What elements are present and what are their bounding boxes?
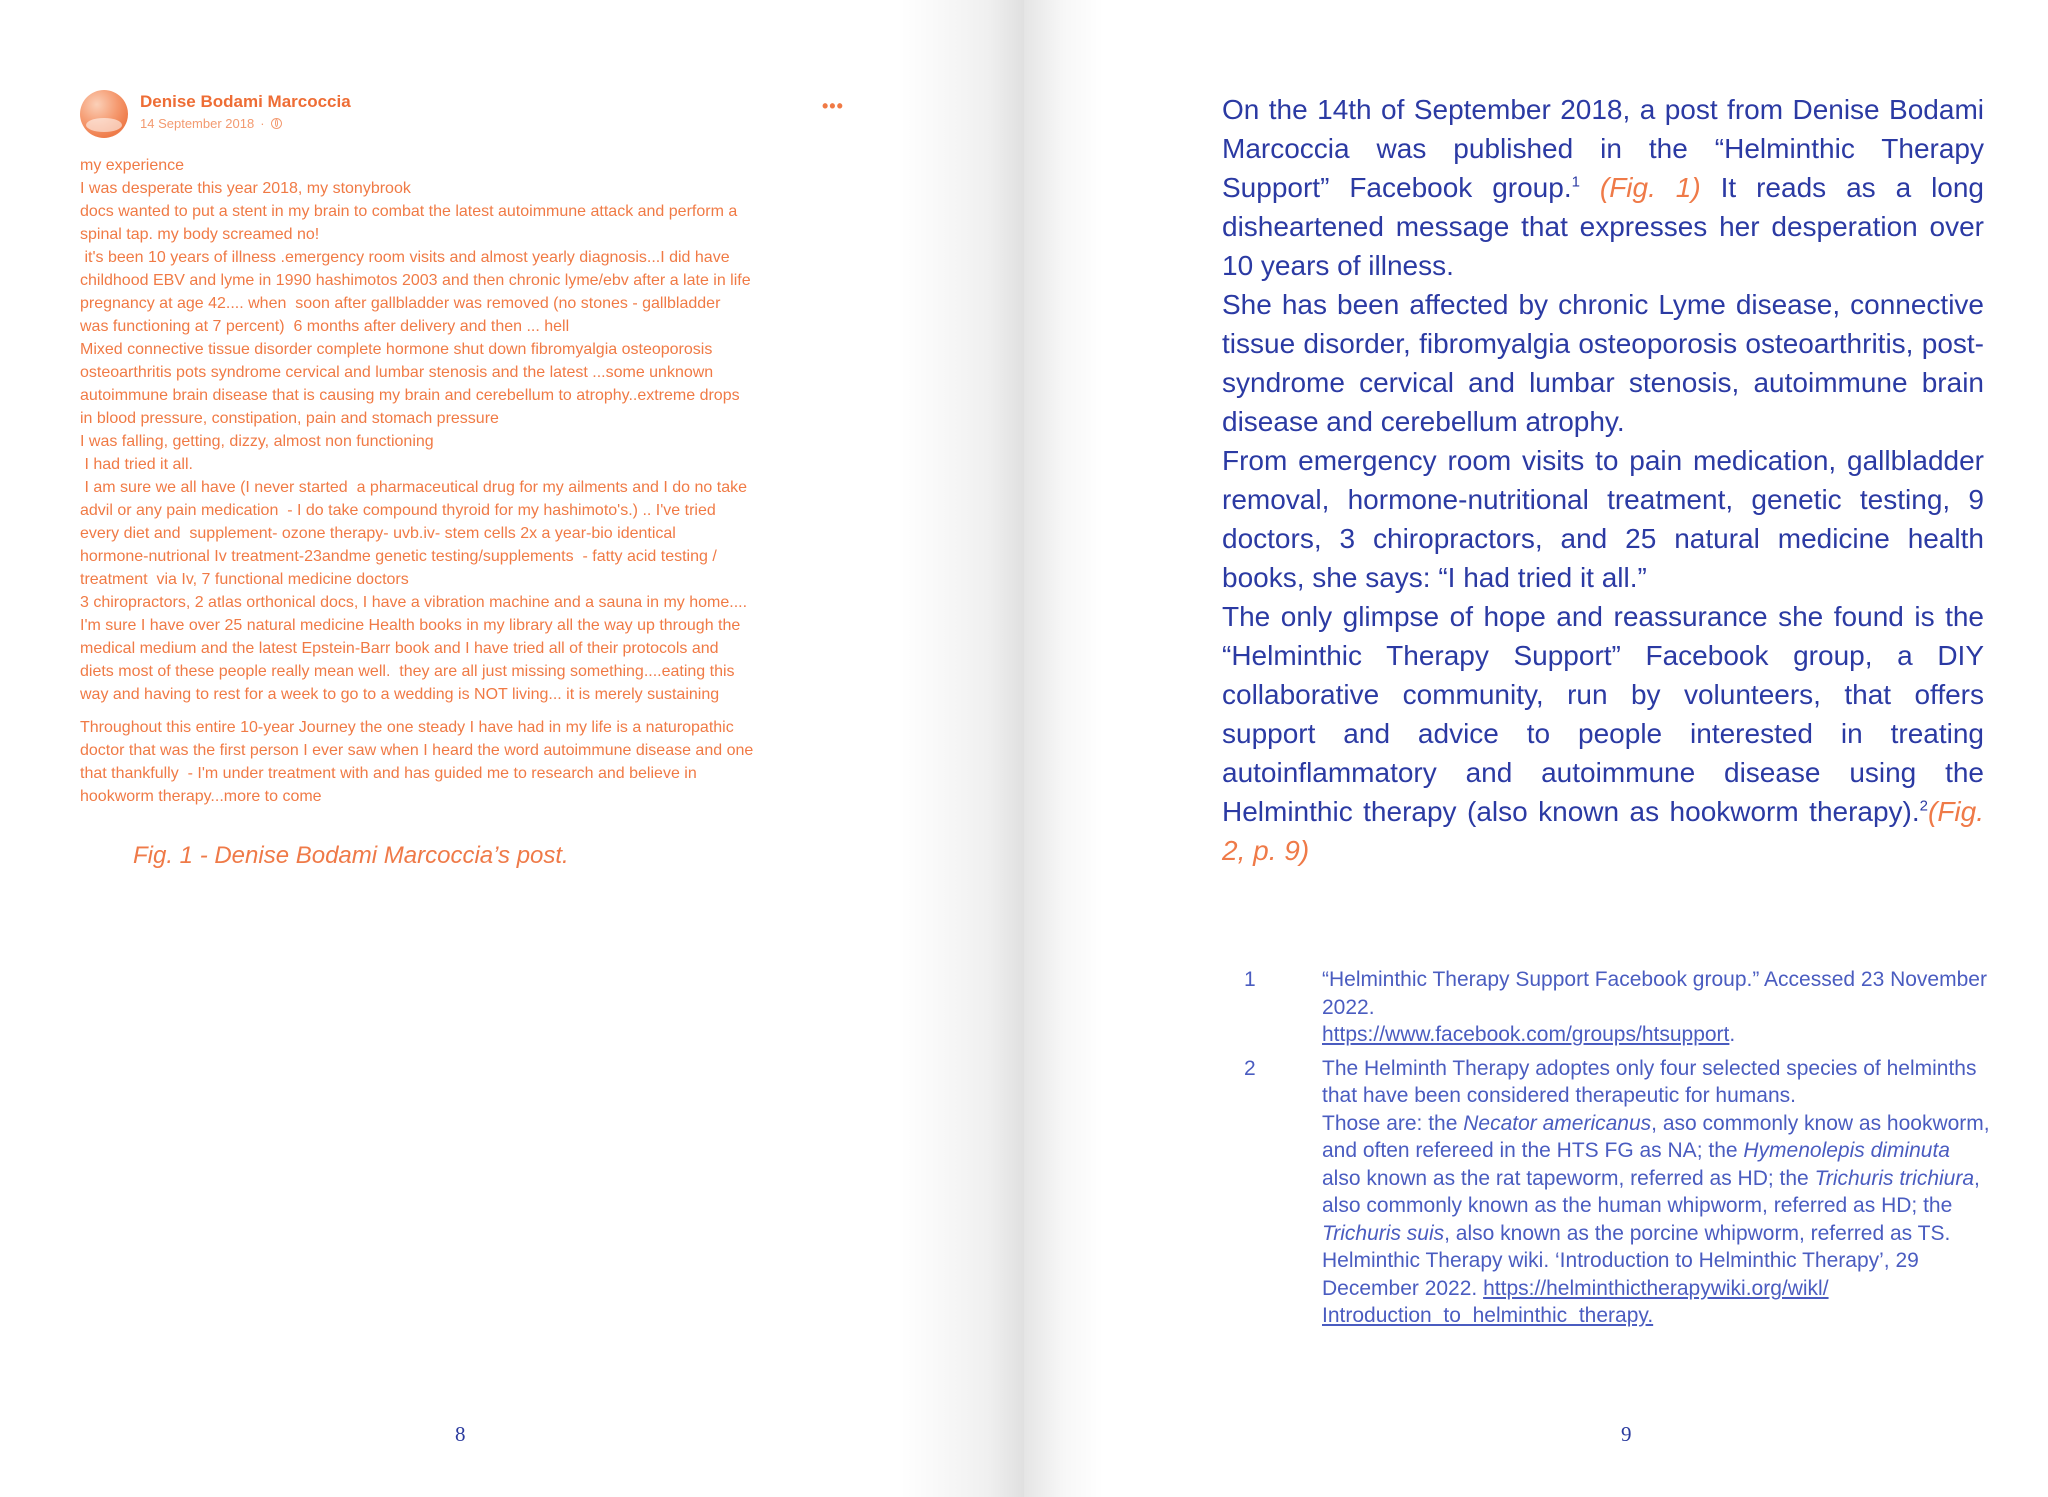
post-line: diets most of these people really mean well. they are all just missing something....eating this <box>80 663 735 680</box>
post-line: in blood pressure, constipation, pain and stomach pressure <box>80 410 499 427</box>
footnote-2 <box>1240 1055 1990 1330</box>
post-line: docs wanted to put a stent in my brain to combat the latest autoimmune attack and perform a <box>80 203 738 220</box>
gutter-shadow <box>900 0 1024 1497</box>
footnote-text: , also commonly known as the human whipworm, referred as HD; the <box>1322 1166 1980 1217</box>
post-paragraph-1 <box>80 154 870 706</box>
footnote-text: “Helminthic Therapy Support Facebook group.” Accessed 23 November 2022. <box>1322 968 1987 1019</box>
paragraph-3: From emergency room visits to pain medication, gallbladder removal, hormone-nutritional treatment, genetic testing, 9 doctors, 3 chiropractors, and 25 natural medicine health books, she says: “I had tried it all.” <box>1222 445 1984 593</box>
paragraph-4 <box>1222 597 1984 870</box>
post-body <box>80 154 870 808</box>
species-name: Trichuris suis <box>1322 1221 1445 1245</box>
paragraph-1-text: On the 14th of September 2018, a post from Denise Bodami Marcoccia was published in the “Helminthic Therapy Support” Facebook group. <box>1222 94 1984 203</box>
footnote-wiki <box>1322 1247 1990 1330</box>
post-date: 14 September 2018 <box>140 116 255 131</box>
footnote-link[interactable]: https://helminthictherapywiki.org/wikl/ Introduction_to_helminthic_therapy. <box>1322 1276 1829 1327</box>
post-line: I'm sure I have over 25 natural medicine Health books in my library all the way up through the <box>80 617 741 634</box>
footnote-punct: . <box>1729 1023 1736 1046</box>
post-paragraph-2 <box>80 716 870 808</box>
species-name: Trichuris trichiura <box>1814 1166 1975 1190</box>
post-line: was functioning at 7 percent) 6 months after delivery and then ... hell <box>80 318 570 335</box>
footnote-text: , aso commonly know as hookworm, and often refereed in the HTS FG as NA; the <box>1322 1111 1990 1162</box>
species-name: Necator americanus <box>1463 1111 1652 1135</box>
paragraph-1-text-end: It reads as a long disheartened message that expresses her desperation over 10 years of illness. <box>1222 172 1985 281</box>
post-line: childhood EBV and lyme in 1990 hashimotos 2003 and then chronic lyme/ebv after a late in life <box>80 272 751 289</box>
paragraph-1 <box>1222 90 1984 285</box>
post-line: my experience <box>80 157 185 174</box>
post-author: Denise Bodami Marcoccia <box>140 92 351 111</box>
post-line: autoimmune brain disease that is causing my brain and cerebellum to atrophy..extreme drops <box>80 387 740 404</box>
post-line: I was desperate this year 2018, my stonybrook <box>80 180 411 197</box>
footnotes <box>1240 966 1990 1330</box>
footnote-text: , also known as the porcine whipworm, referred as TS. <box>1444 1221 1951 1245</box>
species-name: Hymenolepis diminuta <box>1743 1139 1950 1162</box>
page-number-right: 9 <box>1621 1422 1632 1446</box>
post-line: Mixed connective tissue disorder complete hormone shut down fibromyalgia osteoporosis <box>80 341 713 358</box>
footnote-1 <box>1240 966 1990 1049</box>
footnote-species <box>1322 1110 1990 1248</box>
post-line: way and having to rest for a week to go to a wedding is NOT living... it is merely sustaining <box>80 686 720 703</box>
fig-2-reference: (Fig. 2, p. 9) <box>1222 796 1984 866</box>
post-line: that thankfully - I'm under treatment with and has guided me to research and believe in <box>80 765 697 782</box>
paragraph-4-text: The only glimpse of hope and reassurance she found is the “Helminthic Therapy Support” Facebook group, a DIY collaborative community, run by volunteers, that offers support and advice to people interested in treating autoinflammatory and autoimmune disease using the Helminthic therapy (also known as hookworm therapy). <box>1222 601 1984 827</box>
post-line: Throughout this entire 10-year Journey the one steady I have had in my life is a naturopathic <box>80 719 734 736</box>
figure-caption: Fig. 1 - Denise Bodami Marcoccia’s post. <box>133 842 569 869</box>
footnote-text: also known as the rat tapeworm, referred as HD; the <box>1322 1166 1815 1190</box>
post-line: hookworm therapy...more to come <box>80 788 322 805</box>
fig-1-reference: (Fig. 1) <box>1579 172 1701 203</box>
footnote-link[interactable]: https://www.facebook.com/groups/htsupport <box>1322 1023 1730 1046</box>
footnote-text: Those are: the <box>1322 1111 1464 1135</box>
footnote-number: 2 <box>1244 1056 1256 1080</box>
facebook-post-screenshot <box>80 88 860 808</box>
post-header <box>80 88 860 148</box>
footnote-number: 1 <box>1244 968 1256 991</box>
footnote-ref-1[interactable]: 1 <box>1571 173 1580 191</box>
post-line: medical medium and the latest Epstein-Barr book and I have tried all of their protocols and <box>80 640 719 657</box>
post-line: osteoarthritis pots syndrome cervical and lumbar stenosis and the latest ...some unknown <box>80 364 714 381</box>
more-options-icon: ••• <box>822 96 844 116</box>
post-line: it's been 10 years of illness .emergency room visits and almost yearly diagnosis...I did have <box>80 249 730 266</box>
post-line: I was falling, getting, dizzy, almost non functioning <box>80 433 434 450</box>
post-line: treatment via Iv, 7 functional medicine doctors <box>80 571 409 588</box>
main-text <box>1222 90 1984 870</box>
post-line: doctor that was the first person I ever saw when I heard the word autoimmune disease and one <box>80 742 754 759</box>
paragraph-2: She has been affected by chronic Lyme disease, connective tissue disorder, fibromyalgia osteoporosis osteoarthritis, post-syndrome cervical and lumbar stenosis, autoimmune brain disease and cerebellum atrophy. <box>1222 289 1984 437</box>
gutter-shadow-right <box>1024 0 1104 1497</box>
footnote-ref-2[interactable]: 2 <box>1919 797 1928 815</box>
footnote-text: Helminthic Therapy wiki. ‘Introduction to Helminthic Therapy’, 29 December 2022. <box>1322 1249 1919 1300</box>
avatar <box>80 90 128 138</box>
post-line: I had tried it all. <box>80 456 193 473</box>
post-line: advil or any pain medication - I do take compound thyroid for my hashimoto's.) .. I've tried <box>80 502 716 519</box>
post-line: I am sure we all have (I never started a pharmaceutical drug for my ailments and I do no take <box>80 479 747 496</box>
post-line: 3 chiropractors, 2 atlas orthonical docs, I have a vibration machine and a sauna in my home.... <box>80 594 748 611</box>
page-number-left: 8 <box>455 1422 466 1446</box>
post-line: every diet and supplement- ozone therapy- uvb.iv- stem cells 2x a year-bio identical <box>80 525 676 542</box>
footnote-text: The Helminth Therapy adoptes only four selected species of helminths that have been considered therapeutic for humans. <box>1322 1056 1977 1107</box>
post-line: spinal tap. my body screamed no! <box>80 226 320 243</box>
post-line: pregnancy at age 42.... when soon after gallbladder was removed (no stones - gallbladder <box>80 295 721 312</box>
meta-separator: · <box>260 116 265 131</box>
post-line: hormone-nutrional Iv treatment-23andme genetic testing/supplements - fatty acid testing / <box>80 548 717 565</box>
post-meta <box>140 116 282 131</box>
globe-icon <box>271 118 282 129</box>
